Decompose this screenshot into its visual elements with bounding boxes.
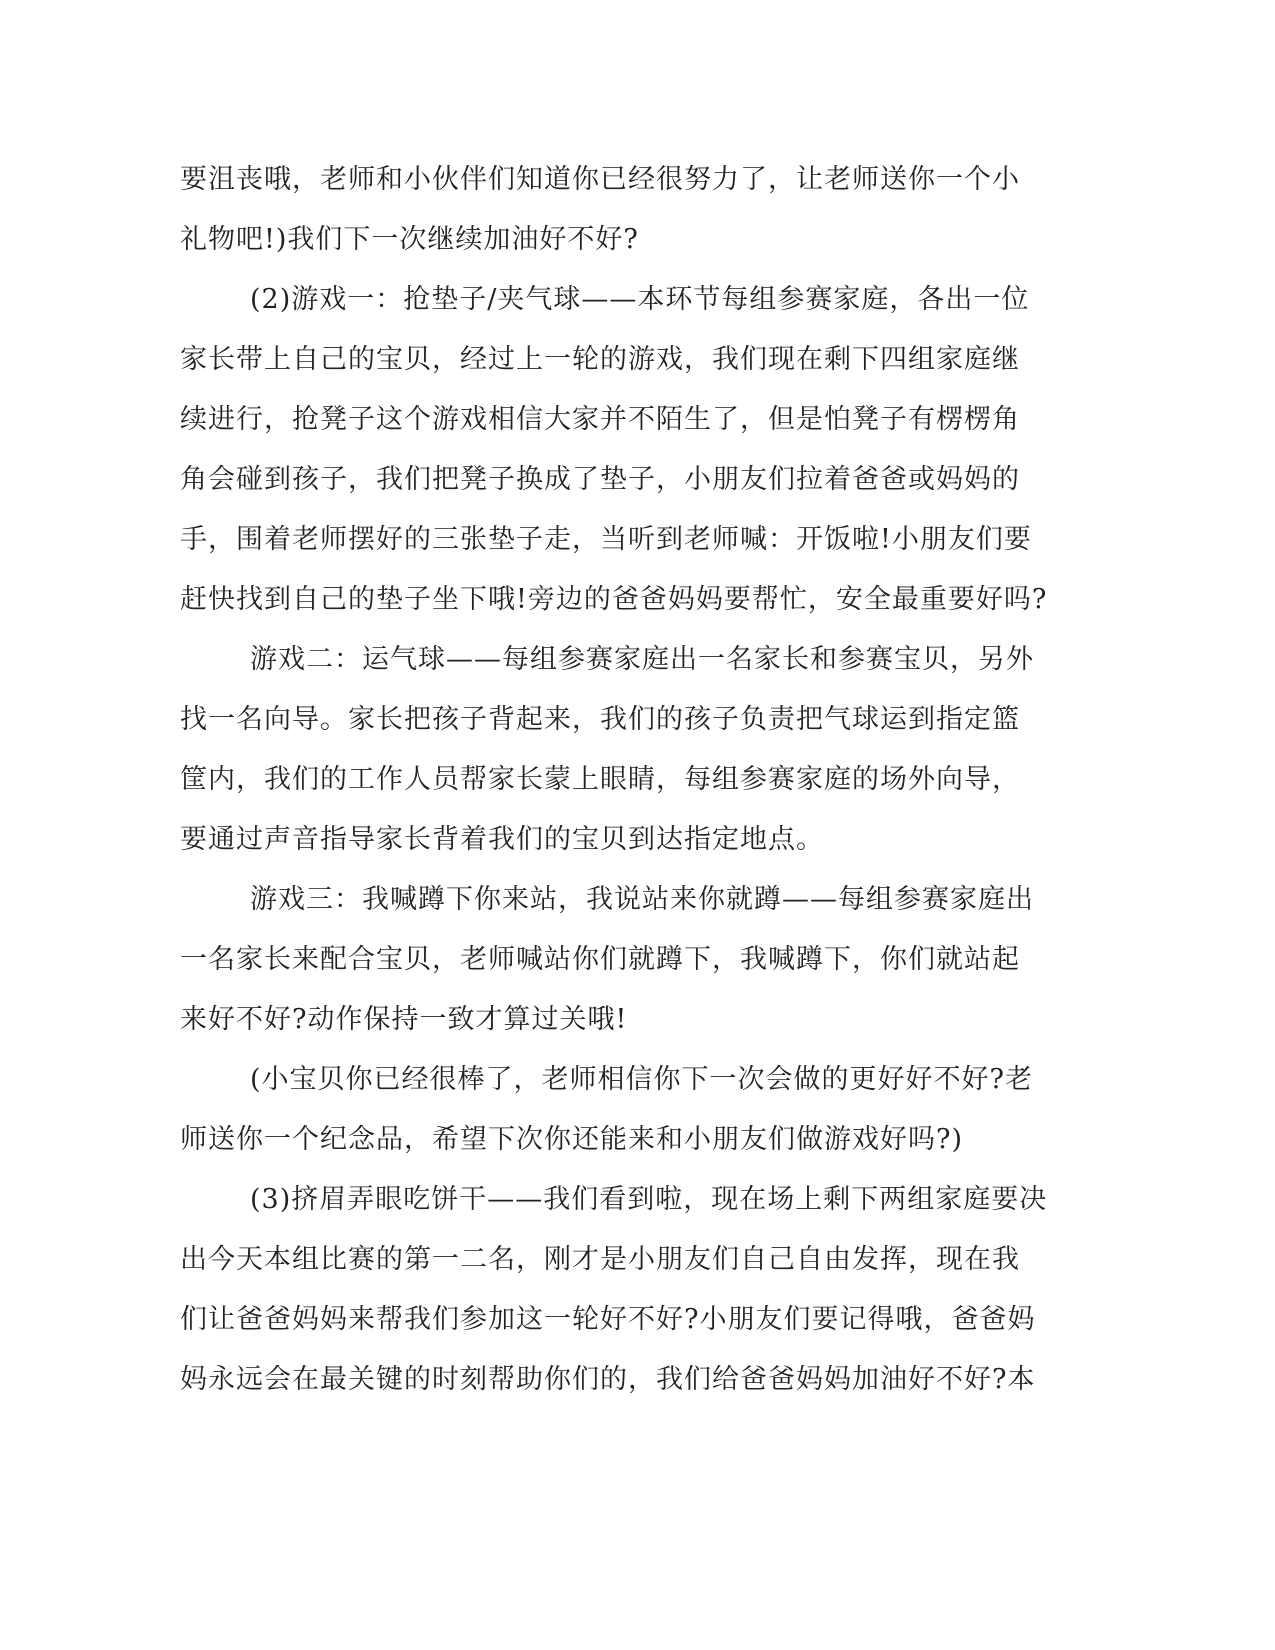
text-line: 手，围着老师摆好的三张垫子走，当听到老师喊：开饭啦!小朋友们要	[180, 524, 1032, 555]
document-body	[180, 150, 1050, 1410]
text-line: 要沮丧哦，老师和小伙伴们知道你已经很努力了，让老师送你一个小	[180, 164, 1020, 195]
text-line: 礼物吧!)我们下一次继续加油好不好?	[180, 224, 639, 255]
text-line: 筐内，我们的工作人员帮家长蒙上眼睛，每组参赛家庭的场外向导，	[180, 764, 1020, 795]
text-line: 家长带上自己的宝贝，经过上一轮的游戏，我们现在剩下四组家庭继	[180, 344, 1020, 375]
text-line: 续进行，抢凳子这个游戏相信大家并不陌生了，但是怕凳子有楞楞角	[180, 404, 1020, 435]
paragraph-start-line: 游戏二：运气球——每组参赛家庭出一名家长和参赛宝贝，另外	[250, 644, 1034, 675]
text-line: 出今天本组比赛的第一二名，刚才是小朋友们自己自由发挥，现在我	[180, 1244, 1020, 1275]
paragraph-start-line: (2)游戏一：抢垫子/夹气球——本环节每组参赛家庭，各出一位	[250, 284, 1030, 315]
text-line: 妈永远会在最关键的时刻帮助你们的，我们给爸爸妈妈加油好不好?本	[180, 1364, 1036, 1395]
text-line: 赶快找到自己的垫子坐下哦!旁边的爸爸妈妈要帮忙，安全最重要好吗?	[180, 584, 1048, 615]
text-line: 要通过声音指导家长背着我们的宝贝到达指定地点。	[180, 824, 824, 855]
text-line: 找一名向导。家长把孩子背起来，我们的孩子负责把气球运到指定篮	[180, 704, 1020, 735]
text-line: 来好不好?动作保持一致才算过关哦!	[180, 1004, 628, 1035]
text-line: 师送你一个纪念品，希望下次你还能来和小朋友们做游戏好吗?)	[180, 1124, 964, 1155]
text-line: 一名家长来配合宝贝，老师喊站你们就蹲下，我喊蹲下，你们就站起	[180, 944, 1020, 975]
text-line: 们让爸爸妈妈来帮我们参加这一轮好不好?小朋友们要记得哦，爸爸妈	[180, 1304, 1036, 1335]
paragraph-start-line: (小宝贝你已经很棒了，老师相信你下一次会做的更好好不好?老	[250, 1064, 1034, 1095]
paragraph-start-line: (3)挤眉弄眼吃饼干——我们看到啦，现在场上剩下两组家庭要决	[250, 1184, 1048, 1215]
paragraph-start-line: 游戏三：我喊蹲下你来站，我说站来你就蹲——每组参赛家庭出	[250, 884, 1034, 915]
text-line: 角会碰到孩子，我们把凳子换成了垫子，小朋友们拉着爸爸或妈妈的	[180, 464, 1020, 495]
